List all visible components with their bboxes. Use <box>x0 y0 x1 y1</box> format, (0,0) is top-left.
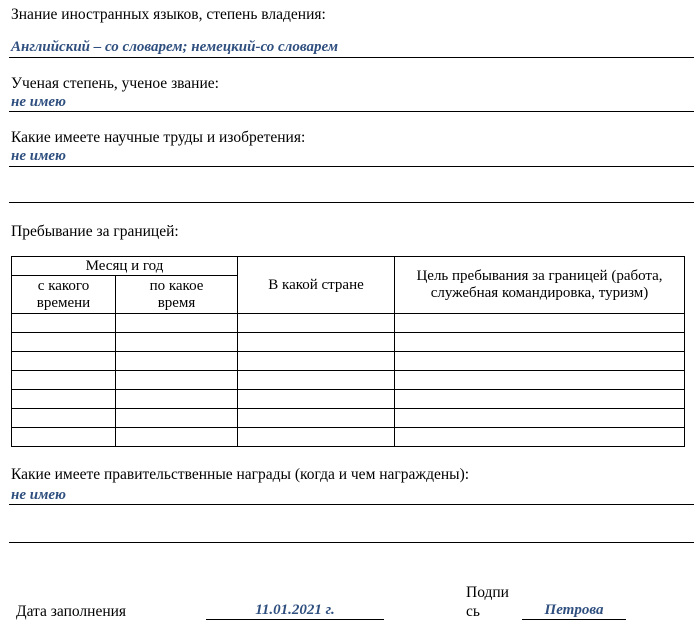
table-cell <box>238 352 395 371</box>
table-row <box>12 390 685 409</box>
degree-answer-line <box>9 111 694 112</box>
table-cell <box>116 333 238 352</box>
awards-answer-line <box>9 504 694 505</box>
table-cell <box>395 333 685 352</box>
table-cell <box>116 390 238 409</box>
signature-label-line1: Подпи <box>466 584 509 601</box>
table-cell <box>238 428 395 447</box>
awards-answer: не имею <box>11 487 66 503</box>
awards-extra-line <box>9 542 694 543</box>
table-row <box>12 371 685 390</box>
table-row <box>12 314 685 333</box>
table-cell <box>238 314 395 333</box>
date-value: 11.01.2021 г. <box>255 602 335 618</box>
languages-label: Знание иностранных языков, степень владения: <box>11 6 326 23</box>
table-cell <box>238 333 395 352</box>
abroad-label: Пребывание за границей: <box>11 223 179 240</box>
signature-value: Петрова <box>544 602 604 618</box>
purpose-header: Цель пребывания за границей (работа, служебная командировка, туризм) <box>395 257 685 314</box>
table-cell <box>395 390 685 409</box>
table-cell <box>12 314 116 333</box>
table-cell <box>395 409 685 428</box>
signature-line <box>522 619 626 620</box>
from-header: с какого времени <box>12 276 116 314</box>
languages-answer: Английский – со словарем; немецкий-со словарем <box>11 39 339 55</box>
table-row <box>12 352 685 371</box>
awards-label: Какие имеете правительственные награды (когда и чем награждены): <box>11 466 470 483</box>
table-cell <box>12 428 116 447</box>
abroad-table <box>11 256 685 447</box>
degree-label: Ученая степень, ученое звание: <box>11 75 219 92</box>
to-header: по какое время <box>116 276 238 314</box>
table-cell <box>238 409 395 428</box>
works-extra-line <box>9 202 694 203</box>
table-cell <box>12 409 116 428</box>
date-label: Дата заполнения <box>16 603 127 620</box>
date-line <box>206 619 384 620</box>
table-cell <box>12 352 116 371</box>
table-cell <box>116 352 238 371</box>
table-cell <box>12 333 116 352</box>
table-cell <box>238 390 395 409</box>
country-header: В какой стране <box>238 257 395 314</box>
languages-answer-line <box>9 57 694 58</box>
table-cell <box>116 314 238 333</box>
works-answer: не имею <box>11 148 66 164</box>
signature-label-line2: сь <box>466 603 480 620</box>
month-year-header: Месяц и год <box>12 257 238 276</box>
table-cell <box>116 371 238 390</box>
table-row <box>12 333 685 352</box>
table-cell <box>395 352 685 371</box>
table-cell <box>395 314 685 333</box>
works-label: Какие имеете научные труды и изобретения: <box>11 129 306 146</box>
table-row <box>12 409 685 428</box>
table-cell <box>395 428 685 447</box>
table-cell <box>12 371 116 390</box>
table-cell <box>116 428 238 447</box>
table-cell <box>12 390 116 409</box>
table-cell <box>395 371 685 390</box>
table-cell <box>238 371 395 390</box>
works-answer-line <box>9 166 694 167</box>
table-cell <box>116 409 238 428</box>
table-row <box>12 428 685 447</box>
degree-answer: не имею <box>11 94 66 110</box>
